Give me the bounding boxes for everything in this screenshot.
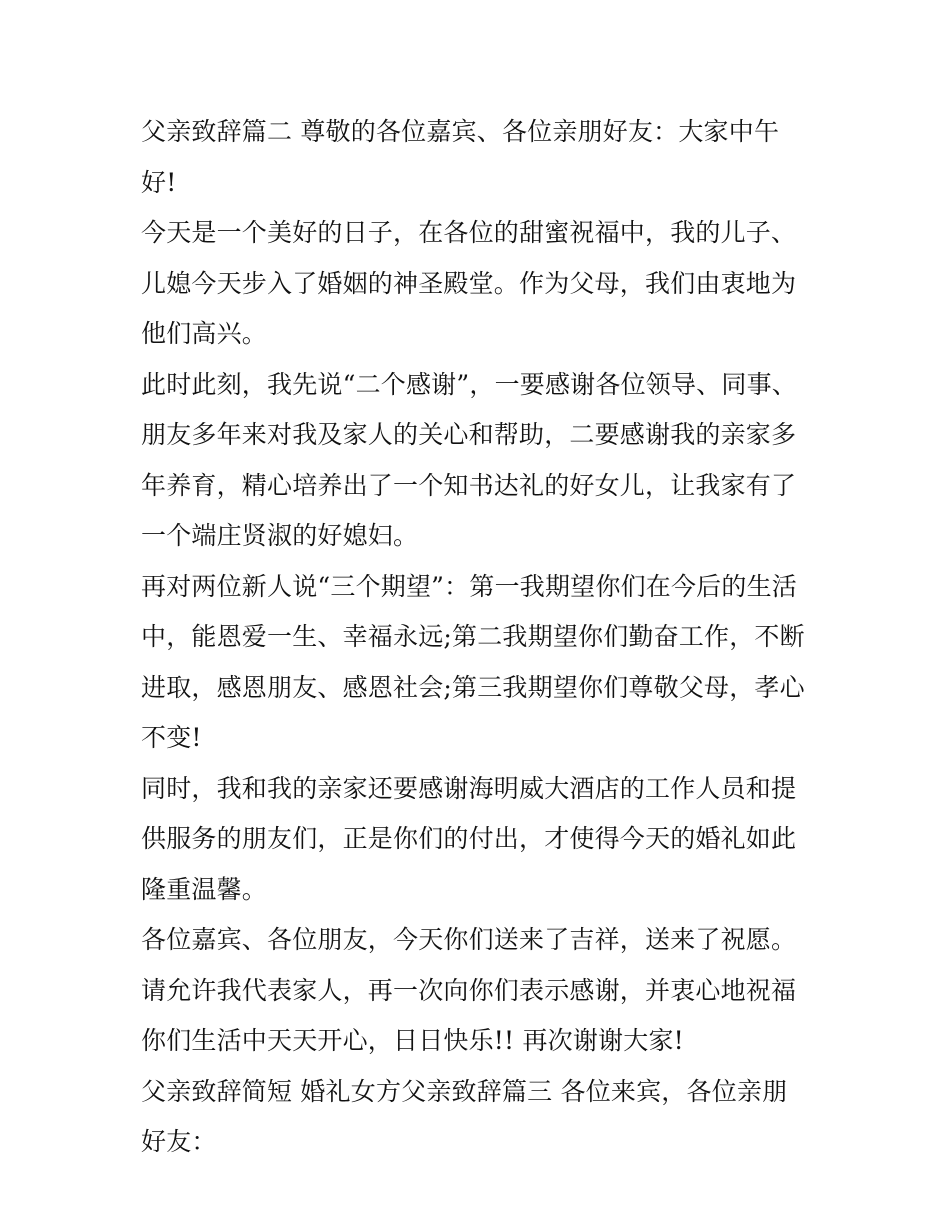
paragraph-greeting: 父亲致辞篇二 尊敬的各位嘉宾、各位亲朋好友：大家中午好!: [141, 117, 780, 197]
paragraph-hotel-thanks: 同时，我和我的亲家还要感谢海明威大酒店的工作人员和提供服务的朋友们，正是你们的付出，才使得今天的婚礼如此隆重温馨。: [141, 773, 797, 904]
paragraph-three-wishes: 再对两位新人说“三个期望”：第一我期望你们在今后的生活中，能恩爱一生、幸福永远;第二我期望你们勤奋工作，不断进取，感恩朋友、感恩社会;第三我期望你们尊敬父母，孝心不变!: [141, 571, 805, 752]
paragraph-closing: 各位嘉宾、各位朋友，今天你们送来了吉祥，送来了祝愿。请允许我代表家人，再一次向你们表示感谢，并衷心地祝福你们生活中天天开心，日日快乐!! 再次谢谢大家!: [141, 925, 797, 1055]
paragraph-opening: 今天是一个美好的日子，在各位的甜蜜祝福中，我的儿子、儿媳今天步入了婚姻的神圣殿堂。作为父母，我们由衷地为他们高兴。: [141, 218, 797, 348]
paragraph-next-section: 父亲致辞简短 婚礼女方父亲致辞篇三 各位来宾，各位亲朋好友：: [141, 1076, 788, 1156]
paragraph-two-thanks: 此时此刻，我先说“二个感谢”，一要感谢各位领导、同事、朋友多年来对我及家人的关心和帮助，二要感谢我的亲家多年养育，精心培养出了一个知书达礼的好女儿，让我家有了一个端庄贤淑的好媳妇。: [141, 369, 797, 550]
